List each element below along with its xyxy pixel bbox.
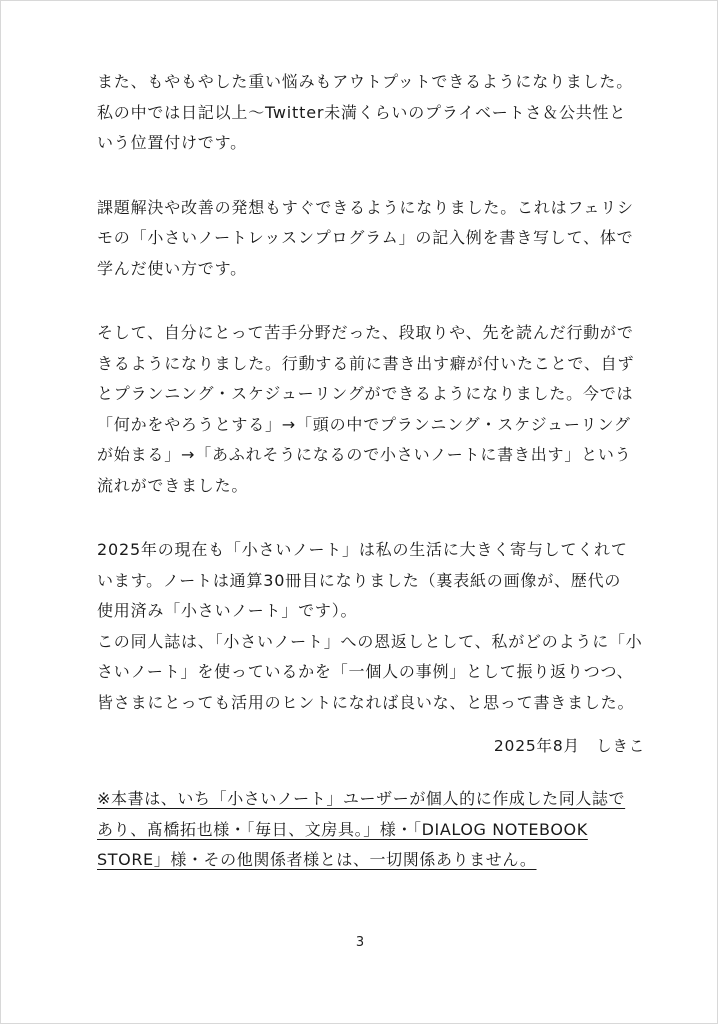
text-line: きるようになりました。行動する前に書き出す癖が付いたことで、自ず [97, 353, 635, 373]
disclaimer-line: あり、髙橋拓也様・「毎日、文房具。」様・「DIALOG NOTEBOOK [97, 819, 588, 839]
paragraph-planning [97, 318, 653, 501]
paragraph-problem-solving [97, 193, 653, 285]
signature-date-author: 2025年8月 しきこ [493, 737, 645, 755]
text-line: モの「小さいノートレッスンプログラム」の記入例を書き写して、体で [97, 228, 634, 247]
text-line: また、もやもやした重い悩みもアウトプットできるようになりました。 [97, 72, 634, 91]
page-content [97, 67, 653, 876]
text-line: 「何かをやろうとする」→「頭の中でプランニング・スケジューリング [97, 414, 631, 434]
disclaimer-line: ※本書は、いち「小さいノート」ユーザーが個人的に作成した同人誌で [97, 789, 626, 808]
text-line: 流れができました。 [97, 475, 249, 495]
paragraph-gap [97, 501, 653, 535]
text-line: 私の中では日記以上～Twitter未満くらいのプライベートさ＆公共性と [97, 102, 627, 122]
text-line: 学んだ使い方です。 [97, 258, 247, 278]
disclaimer-note [97, 784, 653, 876]
text-line: 課題解決や改善の発想もすぐできるようになりました。これはフェリシ [97, 197, 634, 217]
text-line: いう位置付けです。 [97, 133, 247, 152]
text-line: この同人誌は、「小さいノート」への恩返しとして、私がどのように「小 [97, 631, 643, 651]
paragraph-gap [97, 159, 653, 193]
paragraph-gap [97, 284, 653, 318]
text-line: さいノート」を使っているかを「一個人の事例」として振り返りつつ、 [97, 662, 634, 681]
text-line: そして、自分にとって苦手分野だった、段取りや、先を読んだ行動がで [97, 323, 634, 342]
text-line: とプランニング・スケジューリングができるようになりました。今では [97, 384, 634, 403]
text-line: 2025年の現在も「小さいノート」は私の生活に大きく寄与してくれて [97, 540, 628, 559]
text-line: 使用済み「小さいノート」です）。 [97, 601, 358, 620]
page-number: 3 [355, 935, 365, 950]
paragraph-output [97, 67, 653, 159]
disclaimer-line: STORE」様・その他関係者様とは、一切関係ありません。 [97, 850, 537, 869]
text-line: が始まる」→「あふれそうになるので小さいノートに書き出す」という [97, 445, 632, 464]
text-line: います。ノートは通算30冊目になりました（裏表紙の画像が、歴代の [97, 570, 622, 590]
text-line: 皆さまにとっても活用のヒントになれば良いな、と思って書きました。 [97, 692, 635, 712]
paragraph-current-usage [97, 535, 653, 718]
